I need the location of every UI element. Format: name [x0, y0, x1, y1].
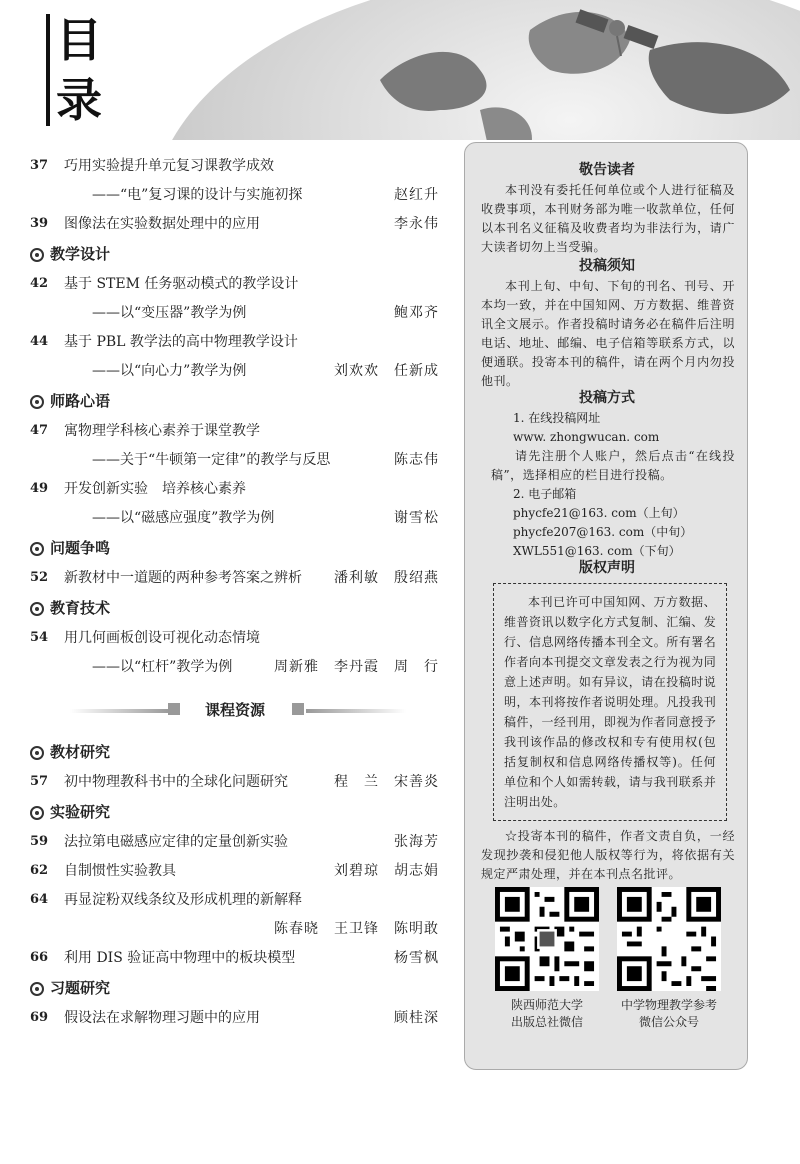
entry-authors: 谢雪松 [394, 510, 439, 526]
entry-title: 用几何画板创设可视化动态情境 [64, 630, 260, 646]
toc-entry[interactable] [30, 328, 445, 356]
entry-title: 图像法在实验数据处理中的应用 [64, 216, 260, 232]
entry-authors: 潘利敏 殷绍燕 [334, 570, 439, 586]
toc-entry[interactable] [30, 152, 445, 180]
submit-text: 本刊上旬、中旬、下旬的刊名、刊号、开本均一致，并在中国知网、万方数据、维普资讯全文展示。作者投稿时请务必在稿件后注明电话、地址、邮编、电子信箱等联系方式，以便通联。投寄本刊的稿件，请在两个月内勿投他刊。 [481, 279, 735, 388]
method-description: 请先注册个人账户，然后点击“在线投稿”，选择相应的栏目进行投稿。 [491, 449, 735, 482]
page-number: 69 [30, 1010, 49, 1025]
divider-label: 课程资源 [204, 701, 265, 719]
section-label: 问题争鸣 [50, 539, 111, 557]
section-label: 实验研究 [50, 803, 111, 821]
entry-title: 再显淀粉双线条纹及形成机理的新解释 [64, 892, 302, 908]
toc-entry[interactable] [30, 768, 445, 796]
page-number: 42 [30, 276, 49, 291]
notice-text: 本刊没有委托任何单位或个人进行征稿及收费事项，本刊财务部为唯一收款单位，任何以本刊名义征稿及收费者均为非法行为，请广大读者切勿上当受骗。 [481, 183, 735, 254]
toc-entry[interactable] [30, 944, 445, 972]
section-heading [30, 387, 110, 415]
entry-authors: 刘欢欢 任新成 [334, 363, 439, 379]
globe-background-image [150, 0, 800, 140]
page-number: 54 [30, 630, 49, 645]
email-link-1[interactable]: phycfe21@163. com（上旬） [513, 506, 685, 520]
circle-bullet-icon [30, 982, 44, 996]
entry-title: 假设法在求解物理习题中的应用 [64, 1010, 260, 1026]
divider-square-left [168, 703, 180, 715]
page-number: 44 [30, 334, 49, 349]
toc-entry-subtitle-row [30, 446, 445, 474]
qr2-label-line1: 中学物理教学参考 [620, 998, 717, 1012]
entry-title: 自制惯性实验教具 [64, 863, 176, 879]
toc-entry[interactable] [30, 624, 445, 652]
method-2: 2. 电子邮箱 [513, 487, 577, 501]
circle-bullet-icon [30, 395, 44, 409]
qr1-label-line2: 出版总社微信 [510, 1015, 583, 1029]
circle-bullet-icon [30, 746, 44, 760]
qr2-label-line2: 微信公众号 [638, 1015, 699, 1029]
page-number: 59 [30, 834, 49, 849]
entry-title: 利用 DIS 验证高中物理中的板块模型 [64, 950, 296, 966]
circle-bullet-icon [30, 602, 44, 616]
entry-subtitle: ——关于“牛顿第一定律”的教学与反思 [92, 452, 331, 468]
page-number: 39 [30, 216, 49, 231]
toc-entry[interactable] [30, 417, 445, 445]
page-number: 37 [30, 158, 49, 173]
section-heading [30, 240, 110, 268]
entry-authors: 周新雅 李丹霞 周 行 [274, 659, 439, 675]
entry-title: 新教材中一道题的两种参考答案之辨析 [64, 570, 302, 586]
section-label: 师路心语 [50, 392, 111, 410]
section-divider [30, 696, 420, 724]
entry-subtitle: ——以“变压器”教学为例 [92, 305, 247, 321]
satellite-icon [575, 4, 665, 64]
divider-bar-right [306, 709, 406, 713]
page-number: 62 [30, 863, 49, 878]
entry-authors: 刘碧琼 胡志娟 [334, 863, 439, 879]
qr-code-publisher[interactable] [495, 887, 599, 991]
circle-bullet-icon [30, 248, 44, 262]
section-label: 教育技术 [50, 599, 111, 617]
page-number: 64 [30, 892, 49, 907]
entry-authors: 顾桂深 [394, 1010, 439, 1026]
page-number: 49 [30, 481, 49, 496]
method-heading: 投稿方式 [579, 390, 635, 406]
toc-entry-subtitle-row [30, 181, 445, 209]
circle-bullet-icon [30, 806, 44, 820]
notice-heading: 敬告读者 [579, 162, 635, 178]
page-number: 47 [30, 423, 49, 438]
toc-entry[interactable] [30, 475, 445, 503]
circle-bullet-icon [30, 542, 44, 556]
entry-title: 寓物理学科核心素养于课堂教学 [64, 423, 260, 439]
qr-code-wechat[interactable] [617, 887, 721, 991]
email-link-2[interactable]: phycfe207@163. com（中旬） [513, 525, 693, 539]
section-heading [30, 798, 110, 826]
section-heading [30, 594, 110, 622]
warning-text: ☆投寄本刊的稿件，作者文责自负，一经发现抄袭和侵犯他人版权等行为，将依据有关规定严肃处理，并在本刊点名批评。 [481, 829, 735, 881]
entry-authors: 赵红升 [394, 187, 439, 203]
entry-authors: 鲍邓齐 [394, 305, 439, 321]
entry-authors: 陈春晓 王卫锋 陈明敢 [274, 921, 439, 937]
section-heading [30, 974, 110, 1002]
toc-entry-author-row [30, 915, 445, 943]
copyright-heading: 版权声明 [579, 560, 635, 576]
toc-entry[interactable] [30, 1004, 445, 1032]
entry-authors: 陈志伟 [394, 452, 439, 468]
copyright-text: 本刊已许可中国知网、万方数据、维普资讯以数字化方式复制、汇编、发行、信息网络传播本刊全文。所有署名作者向本刊提交文章发表之行为视为同意上述声明。如有异议，请在投稿时说明，本刊将按作者说明处理。凡投我刊稿件，一经刊用，即视为作者同意授予我刊该作品的修改权和专有使用权(包括复制权和信息网络传播权等)。任何单位和个人如需转载，请与我刊联系并注明出处。 [504, 595, 716, 809]
section-label: 习题研究 [50, 979, 111, 997]
divider-square-right [292, 703, 304, 715]
section-label: 教学设计 [50, 245, 111, 263]
page-number: 66 [30, 950, 49, 965]
entry-authors: 程 兰 宋善炎 [334, 774, 439, 790]
title-char-1: 目 [56, 13, 102, 67]
submit-heading: 投稿须知 [579, 258, 635, 274]
entry-title: 巧用实验提升单元复习课教学成效 [64, 158, 274, 174]
entry-authors: 李永伟 [394, 216, 439, 232]
toc-entry-subtitle-row [30, 504, 445, 532]
header-banner [0, 0, 800, 140]
entry-title: 开发创新实验 培养核心素养 [64, 481, 246, 497]
toc-entry[interactable] [30, 886, 445, 914]
entry-subtitle: ——以“向心力”教学为例 [92, 363, 247, 379]
entry-subtitle: ——“电”复习课的设计与实施初探 [92, 187, 303, 203]
page-title [46, 14, 108, 126]
info-panel [464, 142, 748, 1070]
method-url-link[interactable]: www. zhongwucan. com [513, 430, 660, 444]
entry-authors: 张海芳 [394, 834, 439, 850]
entry-title: 初中物理教科书中的全球化问题研究 [64, 774, 288, 790]
section-label: 教材研究 [50, 743, 111, 761]
section-heading [30, 534, 110, 562]
page-number: 52 [30, 570, 49, 585]
toc-entry-subtitle-row [30, 357, 445, 385]
title-char-2: 录 [56, 73, 102, 127]
toc-entry[interactable] [30, 564, 445, 592]
entry-authors: 杨雪枫 [394, 950, 439, 966]
page-number: 57 [30, 774, 49, 789]
toc-entry-subtitle-row [30, 299, 445, 327]
entry-title: 基于 STEM 任务驱动模式的教学设计 [64, 276, 299, 292]
copyright-box [493, 583, 727, 821]
method-1: 1. 在线投稿网址 [513, 411, 601, 425]
toc-entry[interactable] [30, 210, 445, 238]
entry-subtitle: ——以“磁感应强度”教学为例 [92, 510, 275, 526]
qr1-label-line1: 陕西师范大学 [510, 998, 583, 1012]
entry-title: 法拉第电磁感应定律的定量创新实验 [64, 834, 288, 850]
toc-entry[interactable] [30, 828, 445, 856]
toc-entry-subtitle-row [30, 653, 445, 681]
email-link-3[interactable]: XWL551@163. com（下旬） [513, 544, 681, 558]
entry-subtitle: ——以“杠杆”教学为例 [92, 659, 233, 675]
toc-entry[interactable] [30, 270, 445, 298]
divider-bar-left [70, 709, 170, 713]
section-heading [30, 738, 110, 766]
entry-title: 基于 PBL 教学法的高中物理教学设计 [64, 334, 298, 350]
toc-entry[interactable] [30, 857, 445, 885]
